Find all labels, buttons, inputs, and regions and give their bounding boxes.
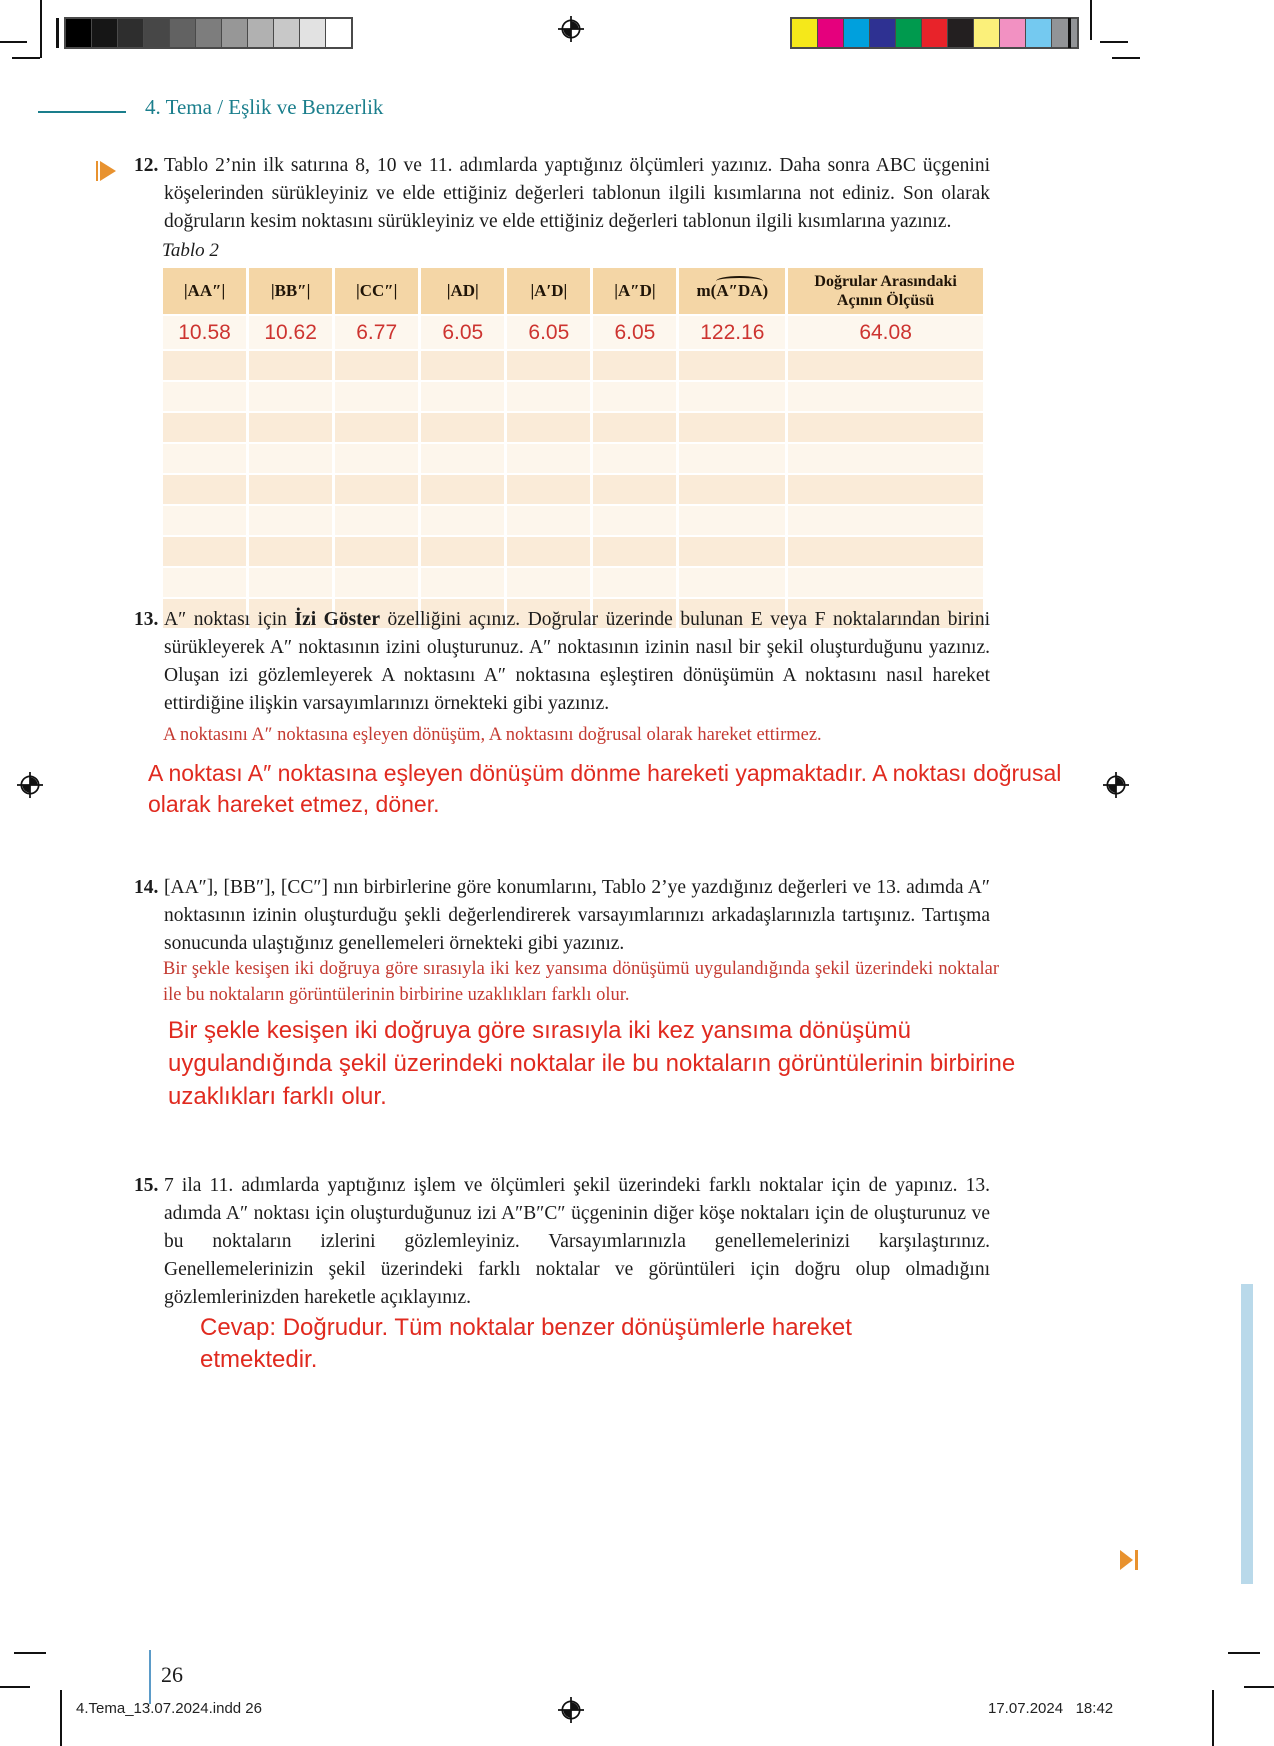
cell-empty (593, 413, 676, 442)
col-header: |A″D| (593, 268, 676, 314)
col-header: |CC″| (335, 268, 418, 314)
footer-file-label: 4.Tema_13.07.2024.indd 26 (76, 1700, 262, 1717)
gray-swatch (248, 19, 273, 47)
cell-empty (593, 537, 676, 566)
gray-swatch (118, 19, 143, 47)
cell-empty (249, 382, 332, 411)
cell-empty (507, 568, 590, 597)
cell-empty (679, 568, 785, 597)
cell-empty (421, 537, 504, 566)
item-12 (134, 152, 990, 236)
cell-empty (593, 506, 676, 535)
table-row-empty (163, 537, 983, 566)
footer-date: 17.07.2024 (988, 1700, 1064, 1717)
color-swatch (792, 19, 817, 47)
cell-empty (163, 537, 246, 566)
col-header: |A′D| (507, 268, 590, 314)
color-swatch (870, 19, 895, 47)
crop-mark (14, 1652, 46, 1654)
cell-empty (593, 382, 676, 411)
cell-value: 6.05 (593, 316, 676, 349)
cell-empty (421, 506, 504, 535)
cell-empty (335, 475, 418, 504)
cell-empty (163, 351, 246, 380)
item-text: 7 ila 11. adımlarda yaptığınız işlem ve ölçümleri şekil üzerindeki farklı noktalar için de yapınız. 13. adımda A″ noktası için oluşturduğunuz izi A″B″C″ üçgeninin diğer köşe noktaları için de oluşturunuz ve bu noktaların izlerini gözlemleyiniz. Varsayımlarınızla genellemelerinizi karşılaştırınız. Genellemelerinizin şekil üzerindeki farklı noktalar ve görüntüleri için doğru olup olmadığını gözlemlerinizden hareketle açıklayınız. (164, 1175, 990, 1308)
crop-mark (1228, 1652, 1260, 1654)
crop-mark (60, 1690, 62, 1746)
cell-empty (679, 382, 785, 411)
flag-icon (96, 161, 98, 181)
color-calibration-strip (790, 17, 1079, 49)
cell-empty (249, 537, 332, 566)
table-row-empty (163, 444, 983, 473)
cell-empty (507, 351, 590, 380)
gray-swatch (92, 19, 117, 47)
table-row-empty (163, 568, 983, 597)
cell-empty (593, 568, 676, 597)
page-number-rule (149, 1650, 151, 1704)
cell-empty (163, 568, 246, 597)
color-swatch (896, 19, 921, 47)
crop-mark (1068, 18, 1071, 48)
cell-empty (421, 568, 504, 597)
cell-empty (249, 351, 332, 380)
color-swatch (1052, 19, 1077, 47)
cell-value: 6.05 (421, 316, 504, 349)
footer-time: 18:42 (1075, 1700, 1114, 1717)
crop-mark (12, 57, 40, 59)
col-header: |BB″| (249, 268, 332, 314)
student-answer: Bir şekle kesişen iki doğruya göre sırasıyla iki kez yansıma dönüşümü uygulandığında şekil üzerindeki noktalar ile bu noktaların görüntülerinin birbirine uzaklıkları farklı olur. (168, 1017, 1016, 1110)
cell-empty (788, 413, 983, 442)
table-block (160, 240, 986, 630)
flag-icon (100, 161, 116, 181)
item-13 (134, 606, 990, 718)
cell-empty (788, 537, 983, 566)
cell-empty (788, 382, 983, 411)
cell-empty (421, 351, 504, 380)
angle-arc: A″DA (716, 281, 763, 300)
page-number: 26 (161, 1662, 183, 1687)
cell-empty (421, 475, 504, 504)
item-text-bold: İzi Göster (294, 609, 380, 630)
crop-mark (1112, 57, 1140, 59)
footer-timestamp (988, 1700, 1113, 1717)
cell-empty (163, 413, 246, 442)
item-number: 15. (134, 1175, 159, 1196)
cell-empty (788, 475, 983, 504)
cell-empty (788, 568, 983, 597)
item-number: 14. (134, 877, 159, 898)
cell-value: 10.62 (249, 316, 332, 349)
cell-empty (507, 413, 590, 442)
gray-swatch (196, 19, 221, 47)
cell-empty (507, 506, 590, 535)
cell-empty (507, 475, 590, 504)
cell-empty (163, 475, 246, 504)
gray-swatch (144, 19, 169, 47)
measurement-table (160, 266, 986, 630)
col-header: |AD| (421, 268, 504, 314)
cell-empty (507, 537, 590, 566)
cell-empty (679, 413, 785, 442)
registration-mark-icon (558, 1697, 584, 1723)
registration-mark-icon (1103, 772, 1129, 798)
cell-empty (335, 537, 418, 566)
item-text-part: A″ noktası için (164, 609, 295, 630)
cell-empty (335, 568, 418, 597)
cell-value: 64.08 (788, 316, 983, 349)
item-number: 13. (134, 609, 159, 630)
item-14 (134, 874, 990, 958)
color-swatch (1026, 19, 1051, 47)
table-row-empty (163, 413, 983, 442)
cell-empty (679, 475, 785, 504)
cell-empty (335, 382, 418, 411)
cell-empty (421, 382, 504, 411)
color-swatch (974, 19, 999, 47)
cell-empty (249, 568, 332, 597)
item-text: Tablo 2’nin ilk satırına 8, 10 ve 11. adımlarda yaptığınız ölçümleri yazınız. Daha sonra ABC üçgenini köşelerinden sürükleyiniz ve elde ettiğiniz değerleri tablonun ilgili kısımlarına not ediniz. Son olarak doğruların kesim noktasını sürükleyiniz ve elde ettiğiniz değerleri tablonun ilgili kısımlarına yazınız. (164, 155, 990, 232)
gray-swatch (222, 19, 247, 47)
cell-empty (593, 475, 676, 504)
next-arrow-icon (1120, 1550, 1133, 1570)
student-answer: Cevap: Doğrudur. Tüm noktalar benzer dönüşümlerle hareket etmektedir. (200, 1314, 852, 1373)
registration-mark-icon (558, 16, 584, 42)
color-swatch (948, 19, 973, 47)
cell-empty (679, 444, 785, 473)
cell-empty (507, 444, 590, 473)
cell-empty (679, 351, 785, 380)
table-row-values (163, 316, 983, 349)
cell-empty (593, 351, 676, 380)
cell-empty (249, 444, 332, 473)
header-rule (38, 111, 126, 113)
cell-empty (593, 444, 676, 473)
table-row-empty (163, 506, 983, 535)
col-header: |AA″| (163, 268, 246, 314)
crop-mark (40, 0, 42, 58)
crop-mark (1100, 41, 1128, 43)
table-caption: Tablo 2 (162, 240, 219, 261)
crop-mark (0, 41, 27, 43)
cell-empty (335, 444, 418, 473)
registration-mark-icon (17, 772, 43, 798)
item-text (164, 606, 990, 718)
cell-value: 10.58 (163, 316, 246, 349)
cell-empty (788, 444, 983, 473)
table-row-empty (163, 351, 983, 380)
gray-swatch (326, 19, 351, 47)
cell-empty (679, 537, 785, 566)
col-header-angle (679, 268, 785, 314)
cell-empty (335, 351, 418, 380)
crop-mark (1212, 1690, 1214, 1746)
table-row-empty (163, 475, 983, 504)
crop-mark (56, 18, 59, 48)
gray-swatch (170, 19, 195, 47)
gray-swatch (274, 19, 299, 47)
cell-empty (335, 413, 418, 442)
color-swatch (1000, 19, 1025, 47)
next-page-icon (1120, 1550, 1144, 1570)
color-swatch (818, 19, 843, 47)
angle-suffix: ) (762, 281, 769, 300)
printed-example-answer: A noktasını A″ noktasına eşleyen dönüşüm, A noktasını doğrusal olarak hareket ettirmez. (163, 725, 822, 745)
cell-empty (788, 351, 983, 380)
cell-value: 6.77 (335, 316, 418, 349)
item-number: 12. (134, 155, 159, 176)
crop-mark (1090, 0, 1092, 40)
gray-swatch (66, 19, 91, 47)
gray-swatch (300, 19, 325, 47)
cell-value: 122.16 (679, 316, 785, 349)
item-15 (134, 1172, 990, 1312)
col-header: Doğrular Arasındaki Açının Ölçüsü (788, 268, 983, 314)
cell-value: 6.05 (507, 316, 590, 349)
next-arrow-bar (1135, 1550, 1138, 1570)
cell-empty (163, 506, 246, 535)
student-answer: A noktası A″ noktasına eşleyen dönüşüm dönme hareketi yapmaktadır. A noktası doğrusal olarak hareket etmez, döner. (148, 760, 1062, 817)
cell-empty (163, 444, 246, 473)
cell-empty (679, 506, 785, 535)
table-row-empty (163, 382, 983, 411)
printed-example-answer: Bir şekle kesişen iki doğruya göre sırasıyla iki kez yansıma dönüşümü uygulandığında şekil üzerindeki noktalar ile bu noktaların görüntülerinin birbirine uzaklıkları farklı olur. (163, 959, 999, 1005)
cell-empty (249, 506, 332, 535)
color-swatch (922, 19, 947, 47)
cell-empty (335, 506, 418, 535)
cell-empty (249, 413, 332, 442)
margin-accent-bar (1241, 1284, 1253, 1584)
table-header-row (163, 268, 983, 314)
crop-mark (1244, 1686, 1274, 1688)
cell-empty (788, 506, 983, 535)
cell-empty (421, 413, 504, 442)
page-title: 4. Tema / Eşlik ve Benzerlik (145, 95, 384, 119)
color-swatch (844, 19, 869, 47)
cell-empty (507, 382, 590, 411)
angle-prefix: m( (696, 281, 717, 300)
crop-mark (0, 1686, 30, 1688)
cell-empty (249, 475, 332, 504)
cell-empty (421, 444, 504, 473)
item-text-part: özelliğini açınız. Doğrular üzerinde bulunan E veya F noktalarından birini sürükleyerek A″ noktasının izini oluşturunuz. A″ noktasının izinin nasıl bir şekil oluşturduğunu yazınız. Oluşan izi gözlemleyerek A noktasını A″ noktasına eşleştiren dönüşümün A noktasını nasıl hareket ettirdiğine ilişkin varsayımlarınızı örnekteki gibi yazınız. (164, 609, 990, 714)
item-text: [AA″], [BB″], [CC″] nın birbirlerine göre konumlarını, Tablo 2’ye yazdığınız değerleri ve 13. adımda A″ noktasının izinin oluşturduğu şekli değerlendirerek varsayımlarınızı arkadaşlarınızla tartışınız. Tartışma sonucunda ulaştığınız genellemeleri örnekteki gibi yazınız. (164, 877, 990, 954)
grayscale-calibration-strip (64, 17, 353, 49)
cell-empty (163, 382, 246, 411)
